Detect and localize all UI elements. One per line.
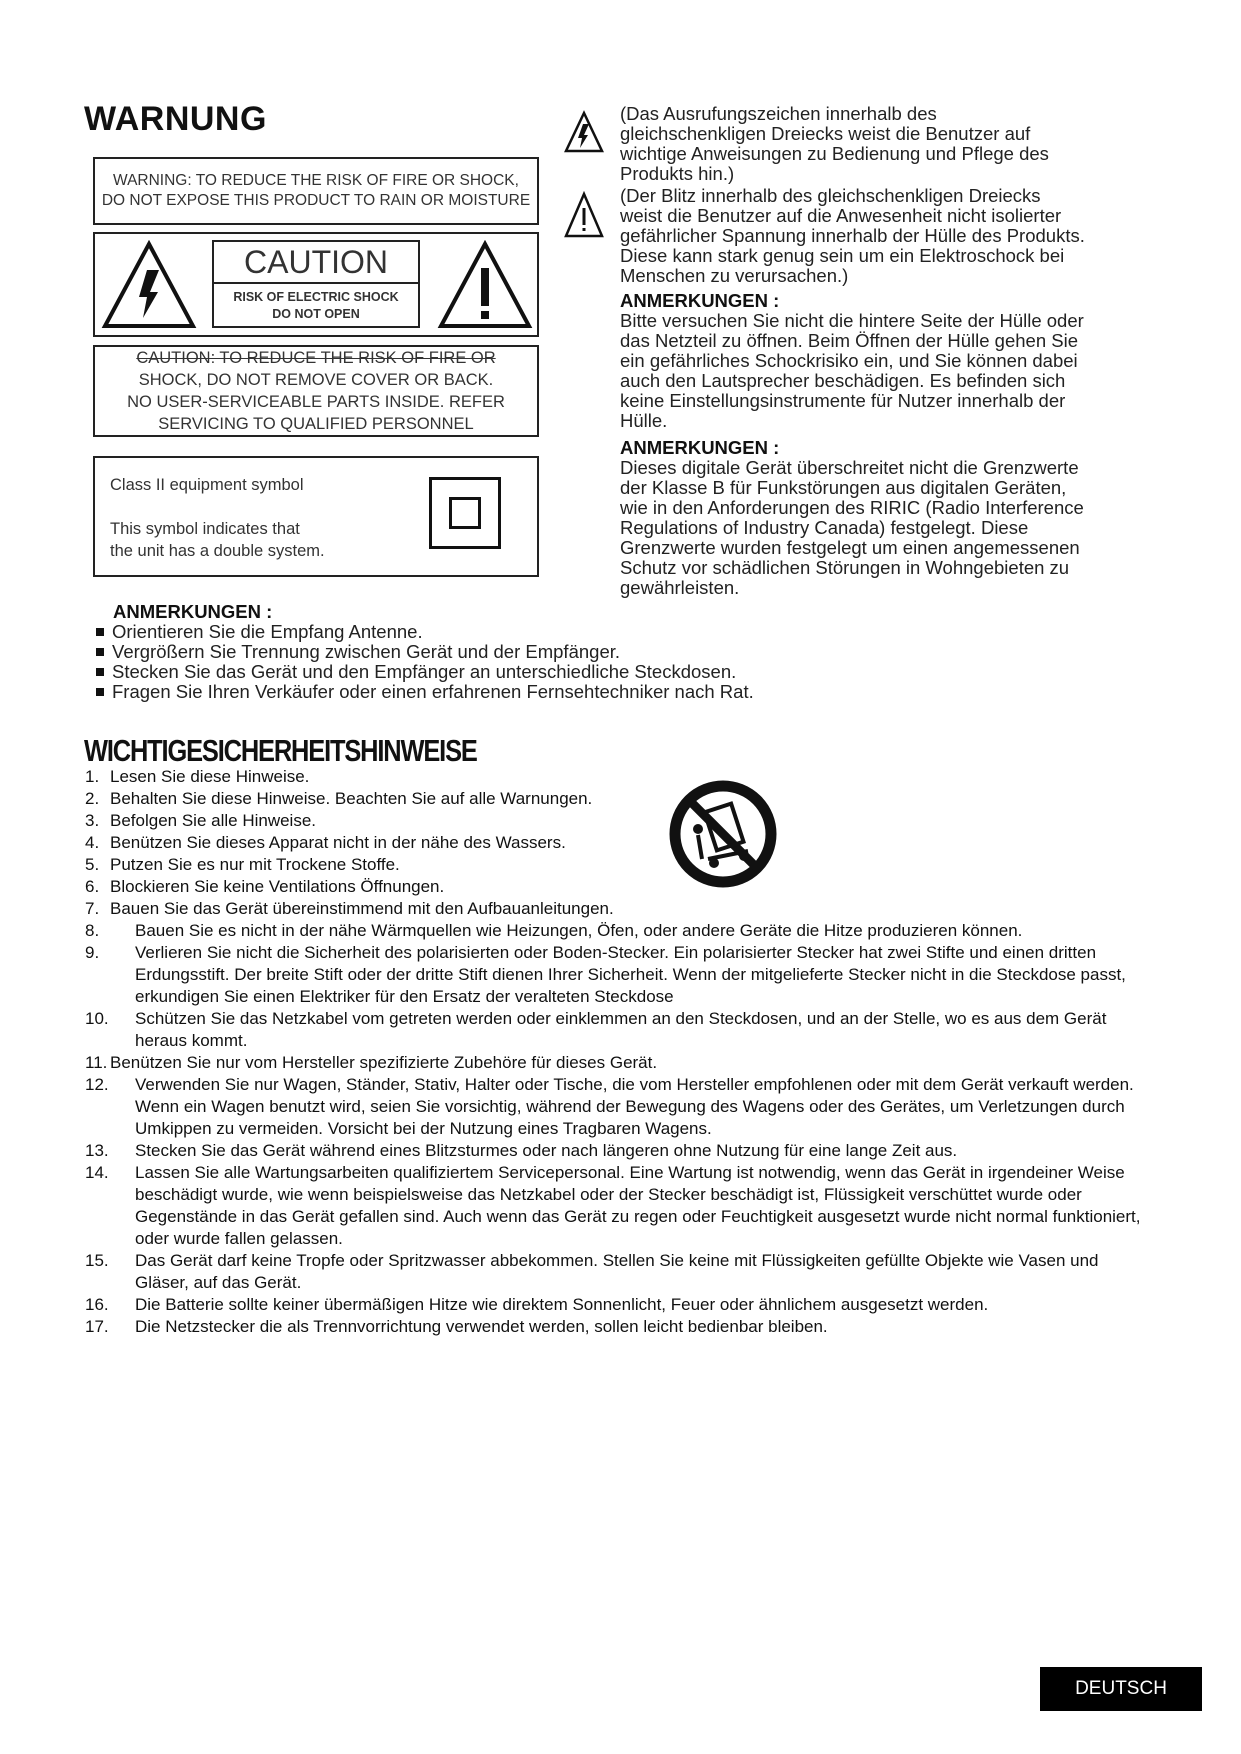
exclamation-warning-icon	[437, 240, 533, 330]
bullet-text: Stecken Sie das Gerät und den Empfänger an unterschiedliche Steckdosen.	[112, 661, 737, 682]
bullet-icon	[96, 668, 104, 676]
text-line: Hülle.	[620, 410, 668, 431]
safety-item-text: Verwenden Sie nur Wagen, Ständer, Stativ, Halter oder Tische, die vom Hersteller empfohlenen oder mit dem Gerät verkauft werden. Wenn ein Wagen benutzt wird, seien Sie vorsichtig, während der Bewegung des Wagens oder des Gerätes, um Verletzungen durch Umkippen zu vermeiden. Vorsicht bei der Nutzung eines Tragbaren Wagens.	[135, 1075, 1134, 1138]
warning-line-1: WARNING: TO REDUCE THE RISK OF FIRE OR SHOCK,	[113, 172, 519, 189]
safety-heading: WICHTIGESICHERHEITSHINWEISE	[84, 733, 477, 768]
page-title: WARNUNG	[84, 100, 267, 138]
safety-item	[85, 1294, 1155, 1316]
text-line: Bitte versuchen Sie nicht die hintere Seite der Hülle oder	[620, 310, 1084, 331]
safety-item	[85, 788, 1155, 810]
caution-word: CAUTION	[214, 242, 418, 284]
safety-item	[85, 1250, 1155, 1294]
text-line: wichtige Anweisungen zu Bedienung und Pflege des	[620, 143, 1049, 164]
text-line: (Der Blitz innerhalb des gleichschenkligen Dreiecks	[620, 185, 1041, 206]
caution-sub-1: RISK OF ELECTRIC SHOCK	[233, 290, 399, 304]
safety-item-text: Stecken Sie das Gerät während eines Blitzsturmes oder nach längeren ohne Nutzung für eine lange Zeit aus.	[135, 1141, 958, 1160]
text-line: auch den Lautsprecher beschädigen. Es befinden sich	[620, 370, 1066, 391]
safety-item-number: 16.	[85, 1295, 109, 1314]
safety-item	[85, 898, 1155, 920]
safety-item-text: Bauen Sie das Gerät übereinstimmend mit den Aufbauanleitungen.	[110, 899, 614, 918]
safety-item-number: 11.	[85, 1053, 108, 1072]
safety-item-number: 10.	[85, 1009, 109, 1028]
bullet-text: Vergrößern Sie Trennung zwischen Gerät und der Empfänger.	[112, 641, 621, 662]
caution-sign	[212, 240, 420, 328]
text-line: gleichschenkligen Dreiecks weist die Benutzer auf	[620, 123, 1031, 144]
text-line: der Klasse B für Funkstörungen aus digitalen Geräten,	[620, 477, 1067, 498]
safety-item-text: Die Netzstecker die als Trennvorrichtung verwendet werden, sollen leicht bedienbar bleiben.	[135, 1317, 828, 1336]
warning-box	[93, 157, 539, 225]
safety-item	[85, 1052, 1155, 1074]
text-line: Diese kann stark genug sein um ein Elektroschock bei	[620, 245, 1065, 266]
safety-item-number: 13.	[85, 1141, 109, 1160]
safety-item-text: Benützen Sie nur vom Hersteller spezifizierte Zubehöre für dieses Gerät.	[110, 1053, 658, 1072]
bullet-text: Fragen Sie Ihren Verkäufer oder einen erfahrenen Fernsehtechniker nach Rat.	[112, 681, 754, 702]
language-tab: DEUTSCH	[1040, 1667, 1202, 1711]
text-line: Produkts hin.)	[620, 163, 735, 184]
right-notes-1	[620, 291, 1084, 431]
notes-heading: ANMERKUNGEN :	[620, 290, 780, 311]
safety-item-text: Bauen Sie es nicht in der nähe Wärmquellen wie Heizungen, Öfen, oder andere Geräte die Hitze produzieren können.	[135, 921, 1023, 940]
safety-item	[85, 766, 1155, 788]
safety-item	[85, 942, 1155, 1008]
caution-label-box	[93, 232, 539, 337]
safety-list	[85, 766, 1155, 1338]
safety-item-number: 4.	[85, 833, 100, 852]
safety-item	[85, 1074, 1155, 1140]
safety-item-text: Behalten Sie diese Hinweise. Beachten Sie auf alle Warnungen.	[110, 789, 593, 808]
safety-item-text: Schützen Sie das Netzkabel vom getreten werden oder einklemmen an den Steckdosen, und an der Stelle, wo es aus dem Gerät heraus kommt.	[135, 1009, 1107, 1050]
safety-item-text: Verlieren Sie nicht die Sicherheit des polarisierten oder Boden-Stecker. Ein polarisierter Stecker hat zwei Stifte und einen dritten Erdungsstift. Der breite Stift oder der dritte Stift dienen Ihrer Sicherheit. Wenn der mitgelieferte Stecker nicht in die Steckdose passt, erkundigen Sie einen Elektriker für den Ersatz der veralteten Steckdose	[135, 943, 1126, 1006]
left-notes	[96, 602, 754, 702]
lightning-triangle-icon	[563, 110, 605, 154]
safety-item-text: Blockieren Sie keine Ventilations Öffnungen.	[110, 877, 445, 896]
notes-heading: ANMERKUNGEN :	[620, 437, 780, 458]
lightning-warning-icon	[101, 240, 197, 330]
safety-item-text: Das Gerät darf keine Tropfe oder Spritzwasser abbekommen. Stellen Sie keine mit Flüssigkeiten gefüllte Objekte wie Vasen und Gläser, auf das Gerät.	[135, 1251, 1099, 1292]
caution-text-line-1: CAUTION: TO REDUCE THE RISK OF FIRE OR	[136, 349, 496, 367]
text-line: Menschen zu verursachen.)	[620, 265, 849, 286]
safety-item	[85, 1316, 1155, 1338]
safety-item-text: Benützen Sie dieses Apparat nicht in der nähe des Wassers.	[110, 833, 566, 852]
text-line: wie in den Anforderungen des RIRIC (Radio Interference	[620, 497, 1084, 518]
bullet-icon	[96, 688, 104, 696]
safety-item-number: 6.	[85, 877, 100, 896]
bullet-text: Orientieren Sie die Empfang Antenne.	[112, 621, 423, 642]
class-ii-line-2: the unit has a double system.	[110, 542, 325, 560]
list-item	[96, 622, 754, 642]
safety-item-text: Die Batterie sollte keiner übermäßigen Hitze wie direktem Sonnenlicht, Feuer oder ähnlichem ausgesetzt werden.	[135, 1295, 989, 1314]
text-line: gefährlicher Spannung innerhalb der Hülle des Produkts.	[620, 225, 1085, 246]
text-line: gewährleisten.	[620, 577, 740, 598]
caution-text-line-2: SHOCK, DO NOT REMOVE COVER OR BACK.	[138, 371, 494, 389]
list-item	[96, 662, 754, 682]
class-ii-line-1: This symbol indicates that	[110, 520, 300, 538]
safety-item	[85, 810, 1155, 832]
safety-item	[85, 1008, 1155, 1052]
safety-item	[85, 920, 1155, 942]
exclamation-triangle-icon	[563, 191, 605, 239]
safety-item	[85, 876, 1155, 898]
caution-text-line-3: NO USER-SERVICEABLE PARTS INSIDE. REFER	[127, 393, 505, 411]
text-line: das Netzteil zu öffnen. Beim Öffnen der Hülle gehen Sie	[620, 330, 1078, 351]
text-line: weist die Benutzer auf die Anwesenheit nicht isolierter	[620, 205, 1062, 226]
safety-item-number: 7.	[85, 899, 100, 918]
caution-text-box	[93, 345, 539, 437]
lightning-description	[620, 186, 1085, 286]
safety-item	[85, 854, 1155, 876]
safety-item-number: 3.	[85, 811, 100, 830]
right-notes-2	[620, 438, 1084, 598]
text-line: Schutz vor schädlichen Störungen in Wohngebieten zu	[620, 557, 1070, 578]
safety-item-number: 17.	[85, 1317, 109, 1336]
exclaim-description	[620, 104, 1049, 184]
list-item	[96, 682, 754, 702]
class-ii-title: Class II equipment symbol	[110, 476, 304, 494]
double-insulation-icon	[429, 477, 501, 549]
text-line: ein gefährliches Schockrisiko ein, und Sie können dabei	[620, 350, 1078, 371]
safety-item	[85, 832, 1155, 854]
text-line: (Das Ausrufungszeichen innerhalb des	[620, 103, 937, 124]
safety-item-number: 9.	[85, 943, 100, 962]
text-line: Regulations of Industry Canada) festgelegt. Diese	[620, 517, 1029, 538]
safety-item-text: Lesen Sie diese Hinweise.	[110, 767, 310, 786]
safety-item-text: Befolgen Sie alle Hinweise.	[110, 811, 317, 830]
safety-item-number: 5.	[85, 855, 100, 874]
safety-item-text: Putzen Sie es nur mit Trockene Stoffe.	[110, 855, 400, 874]
safety-item-number: 8.	[85, 921, 100, 940]
safety-item-number: 12.	[85, 1075, 109, 1094]
safety-item-number: 2.	[85, 789, 100, 808]
text-line: Grenzwerte wurden festgelegt um einen angemessenen	[620, 537, 1080, 558]
caution-text-line-4: SERVICING TO QUALIFIED PERSONNEL	[158, 415, 474, 433]
notes-heading: ANMERKUNGEN :	[113, 601, 273, 622]
safety-item-text: Lassen Sie alle Wartungsarbeiten qualifiziertem Servicepersonal. Eine Wartung ist notwendig, wenn das Gerät in irgendeiner Weise beschädigt wurde, wie wenn beispielsweise das Netzkabel oder der Stecker beschädigt ist, Flüssigkeit verschüttet wurde oder Gegenstände in das Gerät gefallen sind. Auch wenn das Gerät zu regen oder Feuchtigkeit ausgesetzt wurde nicht normal funktioniert, oder wurde fallen gelassen.	[135, 1163, 1141, 1248]
safety-item-number: 14.	[85, 1163, 109, 1182]
safety-item-number: 1.	[85, 767, 100, 786]
bullet-icon	[96, 648, 104, 656]
list-item	[96, 642, 754, 662]
warning-line-2: DO NOT EXPOSE THIS PRODUCT TO RAIN OR MOISTURE	[101, 192, 531, 209]
bullet-icon	[96, 628, 104, 636]
safety-item	[85, 1162, 1155, 1250]
text-line: keine Einstellungsinstrumente für Nutzer innerhalb der	[620, 390, 1066, 411]
text-line: Dieses digitale Gerät überschreitet nicht die Grenzwerte	[620, 457, 1079, 478]
caution-sub-2: DO NOT OPEN	[272, 307, 360, 321]
class-ii-box	[93, 456, 539, 577]
safety-item-number: 15.	[85, 1251, 109, 1270]
safety-item	[85, 1140, 1155, 1162]
